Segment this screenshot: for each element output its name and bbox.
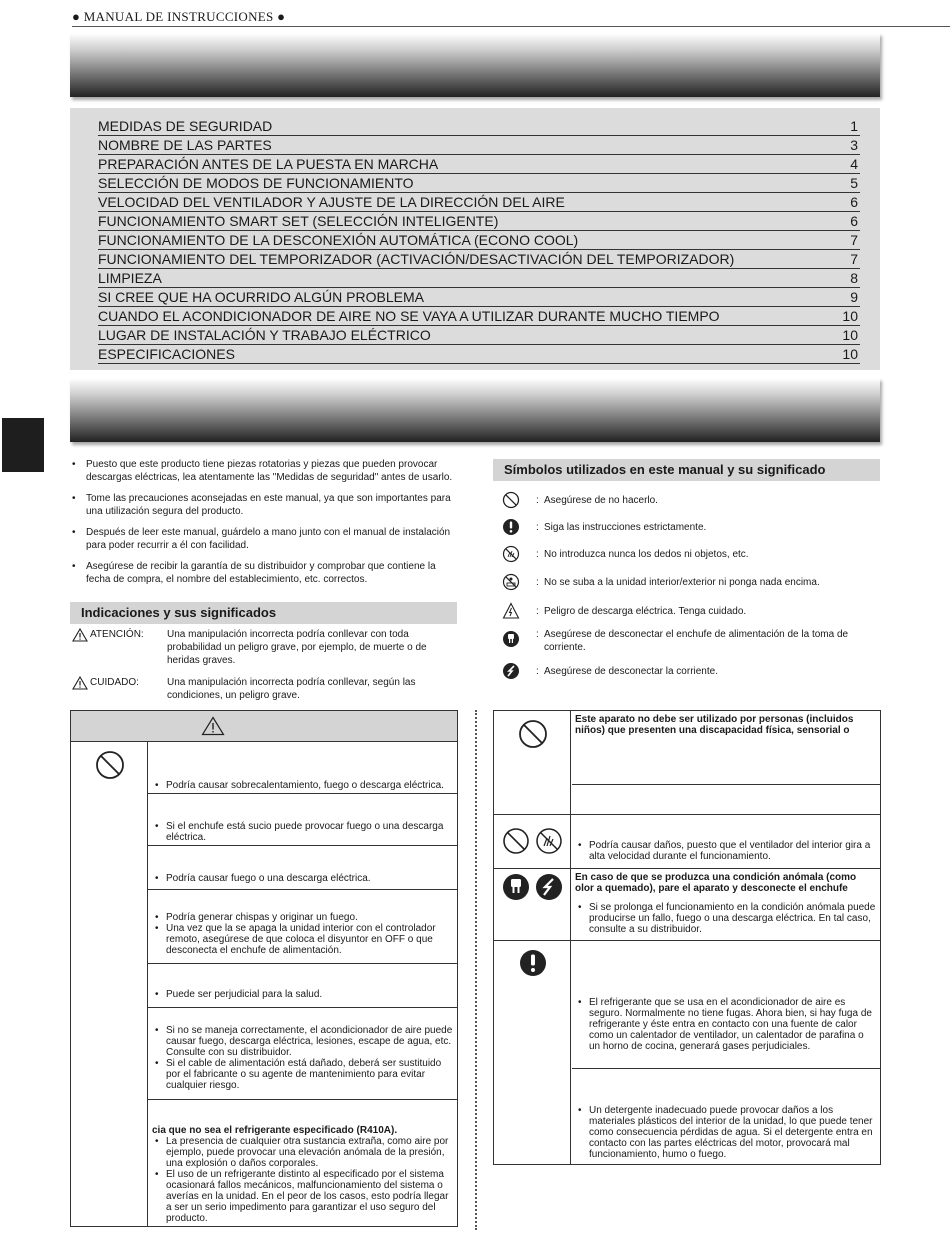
caution-label: CUIDADO: <box>90 677 139 688</box>
toc-entry[interactable] <box>98 231 860 250</box>
toc-entry[interactable] <box>98 269 860 288</box>
table-of-contents-banner <box>70 33 880 97</box>
toc-entry[interactable] <box>98 174 860 193</box>
symbol-text: No se suba a la unidad interior/exterior ni ponga nada encima. <box>544 577 820 588</box>
warning-cell <box>494 869 880 941</box>
warning-line: • Si no se maneja correctamente, el acondicionador de aire puede causar fuego, descarga eléctrica, lesiones, escape de agua, etc. Consulte con su distribuidor. <box>152 1025 454 1058</box>
prohibition-icon <box>502 827 530 855</box>
warning-line: • Si se prolonga el funcionamiento en la condición anómala puede producirse un fallo, fuego o una descarga eléctrica. En tal caso, consulte a su distribuidor. <box>575 902 876 935</box>
warning-cell-heading: En caso de que se produzca una condición anómala (como olor a quemado), pare el aparato y desconecte el enchufe <box>575 872 857 894</box>
toc-entry-title: FUNCIONAMIENTO DEL TEMPORIZADOR (ACTIVACIÓN/DESACTIVACIÓN DEL TEMPORIZADOR) <box>98 251 735 267</box>
toc-entry-title: LIMPIEZA <box>98 270 162 286</box>
warning-cell <box>148 964 457 1008</box>
column-divider <box>475 710 477 1230</box>
symbols-heading: Símbolos utilizados en este manual y su significado <box>493 459 880 481</box>
toc-entry-page: 10 <box>842 327 858 343</box>
warning-cell <box>148 742 457 794</box>
warning-cell <box>148 1008 457 1100</box>
warning-cell <box>494 711 880 815</box>
warning-text: Una manipulación incorrecta podría conllevar con toda probabilidad un peligro grave, por ejemplo, de muerte o de heridas graves. <box>167 629 427 666</box>
symbol-text: No introduzca nunca los dedos ni objetos, etc. <box>544 549 749 560</box>
unplug-icon <box>502 630 520 648</box>
warning-line: • Una vez que la se apaga la unidad interior con el controlador remoto, asegúrese de que coloca el disyuntor en OFF o que desconecta el enchufe de alimentación. <box>152 923 454 956</box>
toc-entry-page: 8 <box>850 270 858 286</box>
warning-line: • El refrigerante que se usa en el acondicionador de aire es seguro. Normalmente no tiene fugas. Ahora bien, si hay fuga de refrigerante y éste entra en contacto con una fuente de calor como un calentador de ventilador, un calentador de parafina o un horno de cocina, generará gases perjudiciales. <box>575 997 876 1052</box>
intro-item: • Tome las precauciones aconsejadas en este manual, ya que son importantes para una utilización segura del producto. <box>70 492 460 518</box>
language-side-tab <box>2 418 44 472</box>
warning-label: ATENCIÓN: <box>90 629 144 640</box>
toc-entry-title: VELOCIDAD DEL VENTILADOR Y AJUSTE DE LA DIRECCIÓN DEL AIRE <box>98 194 565 210</box>
toc-entry[interactable] <box>98 326 860 345</box>
indications-heading: Indicaciones y sus significados <box>70 602 457 624</box>
toc-entry-page: 10 <box>842 346 858 362</box>
warning-cell <box>494 815 880 869</box>
toc-entry-page: 9 <box>850 289 858 305</box>
warning-cell <box>494 941 880 1164</box>
warning-triangle-icon <box>201 716 225 736</box>
no-fingers-icon <box>502 545 520 563</box>
warning-cell <box>148 846 457 890</box>
warning-line: • La presencia de cualquier otra sustancia extraña, como aire por ejemplo, puede provocar una elevación anómala de la presión, una explosión o daños corporales. <box>152 1136 454 1169</box>
toc-entry-title: LUGAR DE INSTALACIÓN Y TRABAJO ELÉCTRICO <box>98 327 431 343</box>
intro-list <box>70 458 460 594</box>
prohibition-icon <box>95 750 125 780</box>
toc-entry-title: SELECCIÓN DE MODOS DE FUNCIONAMIENTO <box>98 175 414 191</box>
no-fingers-icon <box>535 827 563 855</box>
symbol-text: Asegúrese de desconectar la corriente. <box>544 666 718 677</box>
symbol-text: Asegúrese de desconectar el enchufe de alimentación de la toma de corriente. <box>544 629 849 653</box>
disconnect-power-icon <box>502 662 520 680</box>
toc-entry[interactable] <box>98 117 860 136</box>
warning-line: • Si el cable de alimentación está dañado, deberá ser sustituido por el fabricante o su agente de mantenimiento para evitar cualquier riesgo. <box>152 1058 454 1091</box>
toc-entry-title: FUNCIONAMIENTO SMART SET (SELECCIÓN INTELIGENTE) <box>98 213 499 229</box>
toc-entry[interactable] <box>98 250 860 269</box>
toc-entry-title: PREPARACIÓN ANTES DE LA PUESTA EN MARCHA <box>98 156 439 172</box>
toc-entry-page: 6 <box>850 213 858 229</box>
toc-entry-title: NOMBRE DE LAS PARTES <box>98 137 272 153</box>
toc-entry-page: 3 <box>850 137 858 153</box>
toc-entry-title: SI CREE QUE HA OCURRIDO ALGÚN PROBLEMA <box>98 289 424 305</box>
manual-title: ● MANUAL DE INSTRUCCIONES ● <box>72 9 286 24</box>
toc-entry-title: ESPECIFICACIONES <box>98 346 235 362</box>
warning-cell <box>148 794 457 846</box>
warning-line: • El uso de un refrigerante distinto al especificado por el sistema ocasionará fallos mecánicos, malfuncionamiento del sistema o averías en la unidad. En el peor de los casos, esto podría llegar a ser un serio impedimento para garantizar el uso seguro del producto. <box>152 1169 454 1224</box>
toc-entry-page: 10 <box>842 308 858 324</box>
prohibition-icon <box>502 491 520 509</box>
toc-entry[interactable] <box>98 136 860 155</box>
warning-line: • Podría causar daños, puesto que el ventilador del interior gira a alta velocidad durante el funcionamiento. <box>575 840 876 862</box>
toc-entry-page: 7 <box>850 232 858 248</box>
toc-entry-page: 5 <box>850 175 858 191</box>
prohibition-icon <box>518 719 548 749</box>
toc-entry-page: 7 <box>850 251 858 267</box>
caution-text: Una manipulación incorrecta podría conllevar, según las condiciones, un peligro grave. <box>167 677 416 701</box>
warning-triangle-icon <box>72 628 88 642</box>
toc-entry-title: MEDIDAS DE SEGURIDAD <box>98 118 273 134</box>
toc-entry[interactable] <box>98 193 860 212</box>
toc-entry[interactable] <box>98 288 860 307</box>
warning-table-continued <box>493 710 881 1165</box>
warning-table <box>70 710 458 1227</box>
caution-triangle-icon <box>72 676 88 690</box>
toc-entry-page: 4 <box>850 156 858 172</box>
toc-entry[interactable] <box>98 345 860 364</box>
warning-cell-heading: cia que no sea el refrigerante especificado (R410A). <box>152 1125 398 1136</box>
warning-table-header <box>71 711 457 742</box>
warning-line: • Si el enchufe está sucio puede provocar fuego o una descarga eléctrica. <box>152 821 454 843</box>
warning-line: • Podría causar fuego o una descarga eléctrica. <box>152 873 454 884</box>
unplug-icon <box>502 873 530 901</box>
warning-cell <box>148 890 457 964</box>
warning-line: • Podría causar sobrecalentamiento, fuego o descarga eléctrica. <box>152 780 454 791</box>
warning-line: • Podría generar chispas y originar un fuego. <box>152 912 454 923</box>
toc-entry[interactable] <box>98 307 860 326</box>
warning-line: • Puede ser perjudicial para la salud. <box>152 989 454 1000</box>
intro-item: • Puesto que este producto tiene piezas rotatorias y piezas que pueden provocar descargas eléctricas, lea atentamente las "Medidas de seguridad" antes de usarlo. <box>70 458 460 484</box>
intro-item: • Asegúrese de recibir la garantía de su distribuidor y comprobar que contiene la fecha de compra, el nombre del establecimiento, etc. correctos. <box>70 560 460 586</box>
mandatory-icon <box>502 518 520 536</box>
symbol-text: Asegúrese de no hacerlo. <box>544 495 658 506</box>
toc-entry[interactable] <box>98 155 860 174</box>
toc-entry-title: CUANDO EL ACONDICIONADOR DE AIRE NO SE VAYA A UTILIZAR DURANTE MUCHO TIEMPO <box>98 308 720 324</box>
symbol-text: Peligro de descarga eléctrica. Tenga cuidado. <box>544 606 747 617</box>
safety-measures-banner <box>70 378 880 442</box>
symbol-text: Siga las instrucciones estrictamente. <box>544 522 707 533</box>
toc-entry-page: 6 <box>850 194 858 210</box>
no-step-icon <box>502 573 520 591</box>
warning-line: • Un detergente inadecuado puede provocar daños a los materiales plásticos del interior de la unidad, lo que puede tener como consecuencia pérdidas de agua. Si el detergente entra en contacto con las partes eléctricas del motor, provocará mal funcionamiento, humo o fuego. <box>575 1105 876 1160</box>
table-of-contents <box>70 108 880 370</box>
electric-shock-warning-icon <box>502 602 520 620</box>
toc-entry[interactable] <box>98 212 860 231</box>
warning-icon-column <box>71 742 148 1226</box>
toc-entry-page: 1 <box>850 118 858 134</box>
warning-cell-heading: Este aparato no debe ser utilizado por personas (incluidos niños) que presenten una discapacidad física, sensorial o <box>575 714 854 736</box>
warning-cell <box>148 1100 457 1226</box>
mandatory-icon <box>519 949 547 977</box>
toc-entry-title: FUNCIONAMIENTO DE LA DESCONEXIÓN AUTOMÁTICA (ECONO COOL) <box>98 232 579 248</box>
intro-item: • Después de leer este manual, guárdelo a mano junto con el manual de instalación para poder recurrir a él con facilidad. <box>70 526 460 552</box>
page-header <box>72 9 950 27</box>
disconnect-power-icon <box>535 873 563 901</box>
